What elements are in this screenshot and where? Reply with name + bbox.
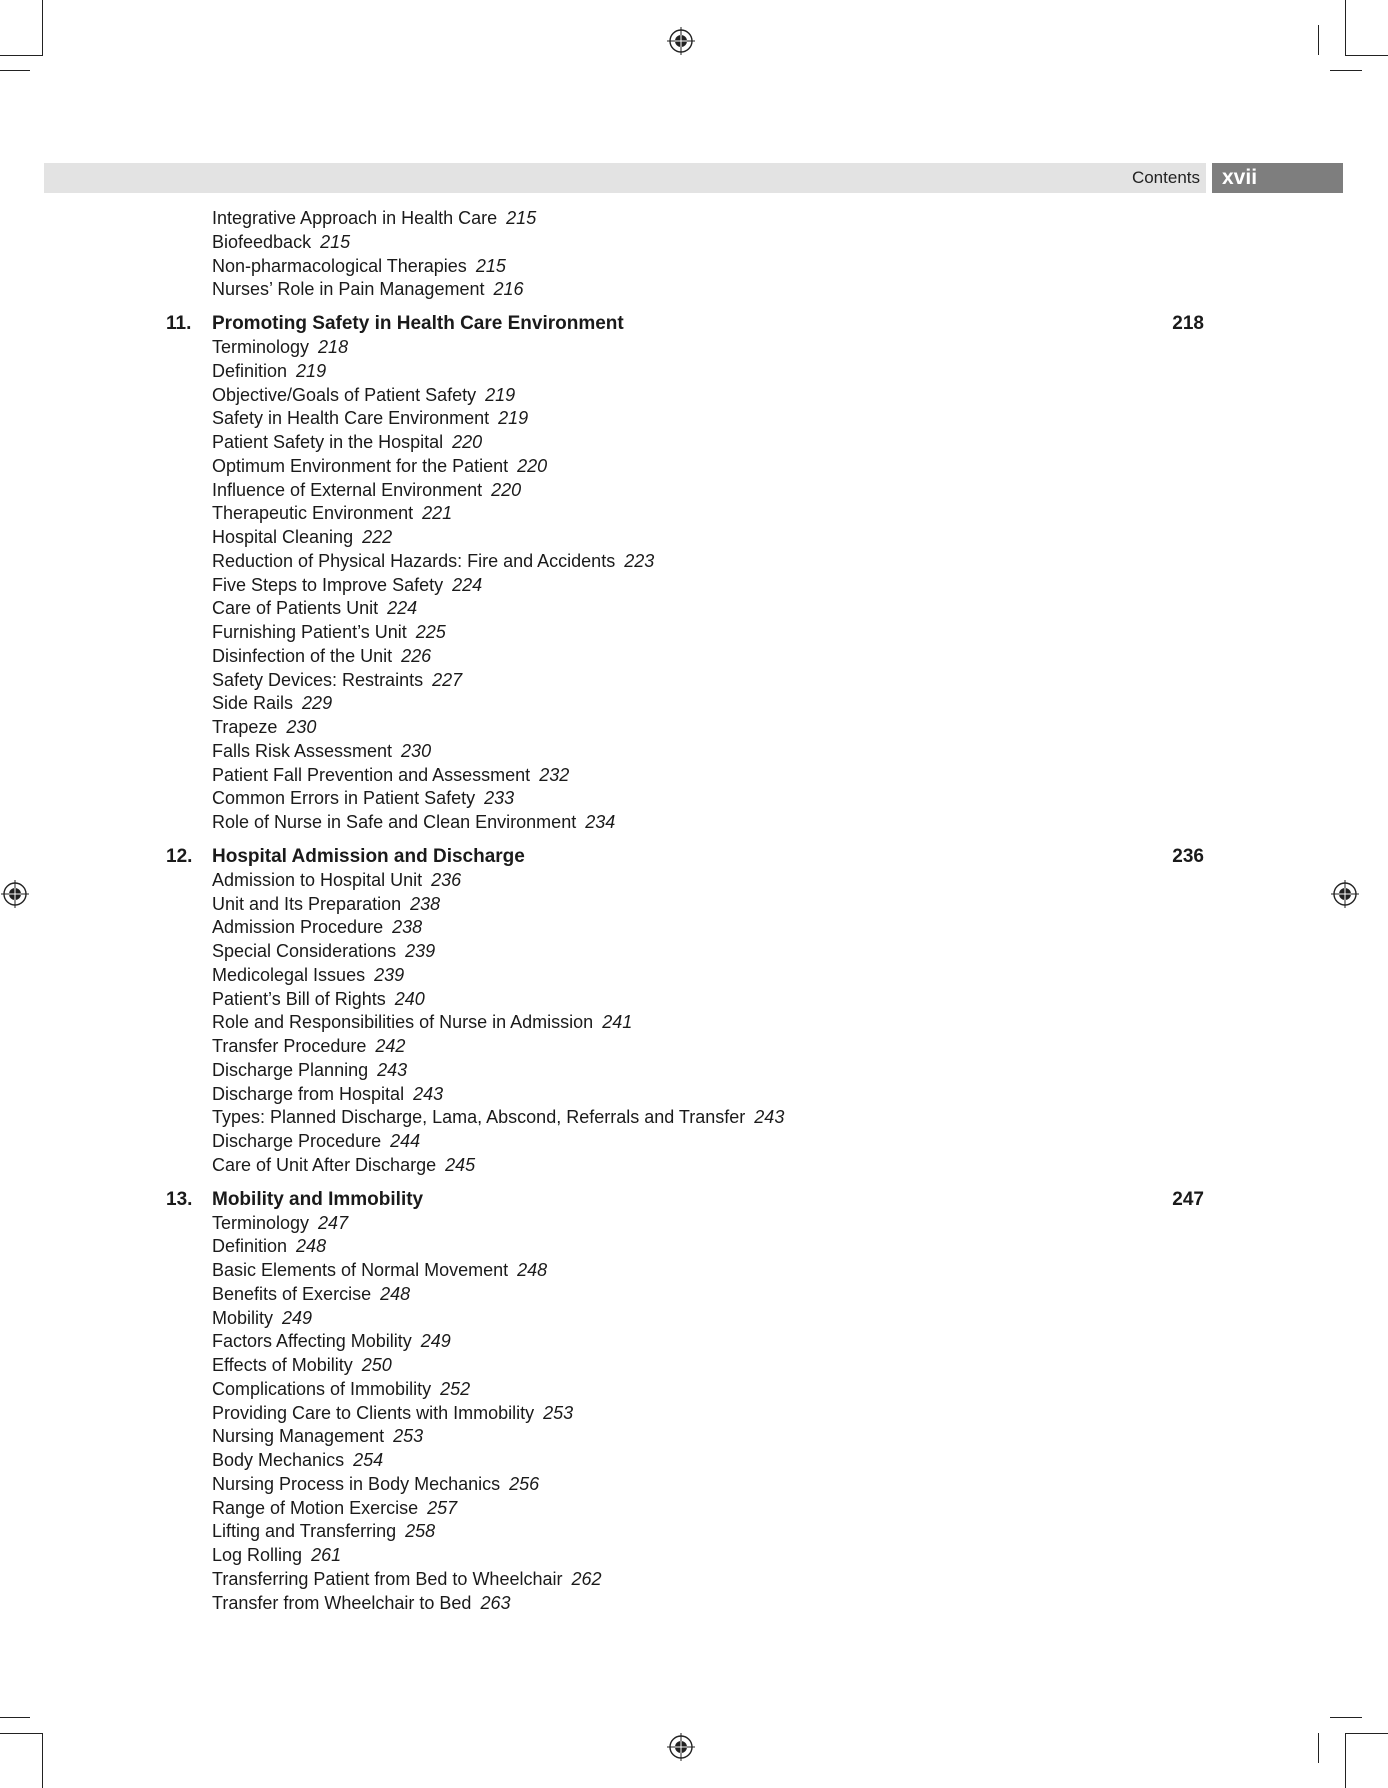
- toc-entry: [0, 716, 1388, 740]
- crop-mark-bottom-right: [1346, 1733, 1388, 1734]
- toc-entry-line: [212, 1592, 510, 1616]
- toc-entry: [0, 455, 1388, 479]
- toc-entry-title: Care of Patients Unit: [212, 598, 379, 619]
- toc-entry-page: 243: [413, 1083, 444, 1104]
- toc-entry-page: 240: [394, 988, 425, 1009]
- toc-entry: [0, 1307, 1388, 1331]
- toc-entry-page: 220: [517, 455, 548, 476]
- toc-entry-page: 238: [410, 893, 441, 914]
- toc-entry-title: Admission to Hospital Unit: [212, 869, 423, 890]
- toc-entry-title: Complications of Immobility: [212, 1378, 432, 1399]
- toc-entry: [0, 1083, 1388, 1107]
- chapter-title: Promoting Safety in Health Care Environment: [212, 313, 624, 334]
- toc-entry-title: Disinfection of the Unit: [212, 645, 393, 666]
- toc-entry-line: [212, 526, 392, 550]
- toc-entry: [0, 360, 1388, 384]
- toc-entry-page: 230: [401, 740, 432, 761]
- crop-mark-bottom-right: [1345, 1733, 1346, 1788]
- toc-entry-page: 245: [445, 1154, 476, 1175]
- toc-entry-page: 226: [401, 645, 432, 666]
- toc-entry-line: [212, 336, 348, 360]
- toc-entry-line: [212, 669, 462, 693]
- toc-entry: [0, 407, 1388, 431]
- toc-entry-line: [212, 1544, 341, 1568]
- toc-entry-title: Transferring Patient from Bed to Wheelchair: [212, 1568, 563, 1589]
- chapter-title: Mobility and Immobility: [212, 1188, 424, 1210]
- toc-entry-page: 232: [539, 764, 570, 785]
- registration-mark-icon: [667, 27, 695, 55]
- toc-entry-line: [212, 207, 536, 231]
- crop-mark-top-left: [42, 0, 43, 56]
- toc-entry-page: 222: [362, 527, 393, 547]
- toc-entry-line: [212, 1497, 457, 1521]
- toc-entry-title: Discharge Planning: [212, 1059, 369, 1080]
- toc-entry: [0, 1568, 1388, 1592]
- crop-mark-bottom-right: [1330, 1717, 1362, 1718]
- toc-entry-title: Falls Risk Assessment: [212, 740, 393, 761]
- toc-entry-page: 250: [361, 1355, 392, 1375]
- toc-entry: [0, 1425, 1388, 1449]
- toc-entry: [0, 621, 1388, 645]
- toc-entry-line: [212, 916, 422, 940]
- toc-entry: [0, 645, 1388, 669]
- toc-entry-line: [212, 255, 506, 279]
- toc-entry-title: Providing Care to Clients with Immobility: [212, 1402, 535, 1423]
- toc-entry-line: [212, 1307, 312, 1331]
- toc-entry-line: [212, 1130, 420, 1154]
- toc-entry-page: 242: [375, 1036, 406, 1056]
- toc-entry-line: [212, 1473, 539, 1497]
- toc-entry: [0, 231, 1388, 255]
- toc-entry: [0, 1473, 1388, 1497]
- toc-entry-line: [212, 550, 654, 574]
- crop-mark-top-right: [1330, 70, 1362, 71]
- crop-mark-top-right: [1318, 25, 1319, 55]
- toc-entry-title: Common Errors in Patient Safety: [212, 788, 476, 809]
- table-of-contents: [0, 207, 1388, 1615]
- toc-entry-title: Non-pharmacological Therapies: [212, 255, 467, 276]
- toc-entry-line: [212, 1035, 405, 1059]
- toc-entry-title: Admission Procedure: [212, 917, 384, 938]
- toc-entry-title: Lifting and Transferring: [212, 1521, 397, 1542]
- toc-entry-page: 252: [440, 1378, 471, 1399]
- toc-entry: [0, 692, 1388, 716]
- toc-entry-page: 227: [432, 669, 463, 690]
- toc-entry: [0, 916, 1388, 940]
- toc-entry-title: Effects of Mobility: [212, 1355, 353, 1375]
- toc-entry-page: 258: [405, 1521, 436, 1542]
- toc-entry-page: 218: [318, 337, 349, 357]
- toc-entry-title: Five Steps to Improve Safety: [212, 574, 444, 595]
- toc-entry-title: Influence of External Environment: [212, 479, 483, 500]
- toc-entry-title: Patient’s Bill of Rights: [212, 988, 386, 1009]
- toc-entry-title: Special Considerations: [212, 941, 397, 961]
- toc-entry-line: [212, 1449, 383, 1473]
- toc-entry-page: 234: [585, 812, 616, 832]
- toc-entry-page: 225: [415, 622, 446, 642]
- toc-entry-line: [212, 1106, 784, 1130]
- toc-entry: [0, 669, 1388, 693]
- chapter-page: 218: [1172, 313, 1204, 334]
- chapter-number: 13.: [166, 1188, 193, 1210]
- toc-entry: [0, 597, 1388, 621]
- toc-entry-line: [212, 988, 425, 1012]
- toc-entry: [0, 550, 1388, 574]
- toc-entry-title: Patient Fall Prevention and Assessment: [212, 764, 531, 785]
- registration-mark-icon: [1, 0, 29, 28]
- toc-entry: [0, 1592, 1388, 1616]
- toc-entry-line: [212, 869, 461, 893]
- toc-entry: [0, 526, 1388, 550]
- toc-entry-title: Discharge from Hospital: [212, 1083, 405, 1104]
- toc-entry-page: 256: [509, 1473, 540, 1494]
- toc-entry: [0, 1354, 1388, 1378]
- toc-entry-line: [212, 893, 440, 917]
- toc-entry-page: 221: [422, 503, 453, 524]
- toc-entry-title: Transfer Procedure: [212, 1036, 367, 1056]
- toc-entry-line: [212, 384, 515, 408]
- toc-entry-page: 249: [420, 1331, 451, 1352]
- toc-entry-title: Factors Affecting Mobility: [212, 1331, 412, 1352]
- toc-entry-title: Objective/Goals of Patient Safety: [212, 384, 477, 405]
- toc-entry-page: 224: [452, 574, 483, 595]
- chapter-title: Hospital Admission and Discharge: [212, 845, 525, 867]
- toc-entry-line: [212, 621, 446, 645]
- toc-entry: [0, 1283, 1388, 1307]
- toc-entry: [0, 869, 1388, 893]
- toc-entry-page: 215: [320, 231, 351, 252]
- crop-mark-top-left: [0, 55, 42, 56]
- toc-entry-line: [212, 740, 431, 764]
- chapter-block: [0, 844, 1388, 1178]
- toc-entry-title: Body Mechanics: [212, 1450, 345, 1470]
- toc-entry-page: 220: [491, 479, 522, 500]
- toc-entry-page: 244: [390, 1131, 421, 1151]
- toc-entry-line: [212, 1568, 602, 1592]
- toc-entry: [0, 1130, 1388, 1154]
- toc-entry: [0, 893, 1388, 917]
- running-header-band: [44, 163, 1206, 193]
- toc-entry-line: [212, 1212, 348, 1236]
- toc-entry-line: [212, 645, 431, 669]
- toc-entry-page: 248: [296, 1236, 327, 1257]
- toc-entry-line: [212, 1283, 410, 1307]
- chapter-page: 247: [1172, 1188, 1204, 1210]
- toc-entry-title: Safety Devices: Restraints: [212, 669, 424, 690]
- toc-entry: [0, 1497, 1388, 1521]
- toc-entry-page: 239: [374, 964, 405, 985]
- toc-entry-title: Log Rolling: [212, 1545, 303, 1565]
- toc-entry-page: 239: [405, 941, 436, 961]
- toc-entry: [0, 787, 1388, 811]
- toc-entry-line: [212, 231, 350, 255]
- toc-entry: [0, 1544, 1388, 1568]
- toc-entry: [0, 1330, 1388, 1354]
- toc-entry-line: [212, 1235, 326, 1259]
- toc-entry-title: Furnishing Patient’s Unit: [212, 622, 407, 642]
- crop-mark-bottom-left: [0, 1717, 30, 1718]
- toc-entry-page: 241: [602, 1012, 633, 1033]
- toc-entry-page: 236: [431, 869, 462, 890]
- toc-entry: [0, 940, 1388, 964]
- toc-entry-title: Nurses’ Role in Pain Management: [212, 279, 485, 300]
- toc-entry-line: [212, 597, 417, 621]
- registration-mark-icon: [667, 1733, 695, 1761]
- toc-entry: [0, 1378, 1388, 1402]
- toc-entry-page: 219: [498, 408, 529, 429]
- toc-entry-title: Definition: [212, 1236, 288, 1257]
- toc-entry-title: Benefits of Exercise: [212, 1283, 372, 1304]
- toc-entry-title: Basic Elements of Normal Movement: [212, 1260, 509, 1280]
- toc-entry-page: 262: [571, 1568, 602, 1589]
- crop-mark-top-left: [0, 70, 30, 71]
- running-header-label: Contents: [1131, 168, 1200, 187]
- toc-entry-page: 223: [624, 550, 655, 571]
- toc-entry-title: Patient Safety in the Hospital: [212, 432, 444, 452]
- chapter-block: [0, 311, 1388, 835]
- toc-entry-title: Mobility: [212, 1307, 274, 1328]
- toc-entry: [0, 1154, 1388, 1178]
- toc-entry-page: 219: [485, 384, 516, 405]
- toc-entry-line: [212, 1011, 632, 1035]
- toc-entry-line: [212, 1259, 547, 1283]
- page-number: xvii: [1222, 166, 1258, 189]
- toc-entry-title: Unit and Its Preparation: [212, 893, 402, 914]
- toc-entry-title: Discharge Procedure: [212, 1131, 382, 1151]
- toc-entry-title: Therapeutic Environment: [212, 503, 414, 524]
- crop-mark-top-right: [1345, 0, 1346, 56]
- toc-entry-title: Optimum Environment for the Patient: [212, 455, 509, 476]
- chapter-heading: [0, 1187, 1388, 1212]
- toc-entry-title: Integrative Approach in Health Care: [212, 208, 498, 228]
- toc-entry-page: 249: [282, 1307, 313, 1328]
- toc-entry-page: 248: [517, 1260, 548, 1280]
- toc-entry-page: 257: [427, 1497, 458, 1518]
- toc-entry-line: [212, 278, 524, 302]
- crop-mark-bottom-left: [42, 1733, 43, 1788]
- toc-entry-page: 243: [754, 1107, 785, 1128]
- toc-entry: [0, 1212, 1388, 1236]
- toc-entry-title: Definition: [212, 360, 288, 381]
- toc-entry-title: Nursing Process in Body Mechanics: [212, 1473, 501, 1494]
- toc-entry-page: 243: [377, 1059, 408, 1080]
- toc-entry-line: [212, 1083, 443, 1107]
- toc-entry: [0, 502, 1388, 526]
- toc-entry: [0, 431, 1388, 455]
- toc-entry-page: 215: [506, 208, 537, 228]
- toc-entry-page: 224: [387, 598, 418, 619]
- toc-entry: [0, 255, 1388, 279]
- toc-entry: [0, 964, 1388, 988]
- chapter-number: 12.: [166, 845, 193, 867]
- toc-entry-title: Reduction of Physical Hazards: Fire and Accidents: [212, 550, 616, 571]
- toc-entry-title: Nursing Management: [212, 1426, 385, 1447]
- toc-entry-page: 238: [392, 917, 423, 938]
- toc-entry-line: [212, 1378, 470, 1402]
- toc-entry-page: 263: [480, 1592, 511, 1613]
- toc-entry-line: [212, 455, 547, 479]
- crop-mark-bottom-left: [0, 1733, 42, 1734]
- toc-entry-title: Transfer from Wheelchair to Bed: [212, 1592, 472, 1613]
- toc-entry-title: Care of Unit After Discharge: [212, 1154, 437, 1175]
- toc-entry-title: Hospital Cleaning: [212, 527, 354, 547]
- toc-entry-line: [212, 502, 452, 526]
- toc-entry-page: 216: [493, 279, 524, 300]
- toc-entry: [0, 1259, 1388, 1283]
- toc-entry-title: Terminology: [212, 337, 310, 357]
- toc-entry-page: 253: [543, 1402, 574, 1423]
- toc-entry: [0, 574, 1388, 598]
- toc-entry: [0, 278, 1388, 302]
- chapter-page: 236: [1172, 845, 1204, 867]
- toc-entry-line: [212, 1354, 392, 1378]
- toc-entry-title: Role of Nurse in Safe and Clean Environment: [212, 812, 577, 832]
- toc-entry-line: [212, 479, 521, 503]
- toc-entry-title: Side Rails: [212, 693, 294, 714]
- crop-mark-top-right: [1346, 55, 1388, 56]
- toc-entry: [0, 1059, 1388, 1083]
- toc-entry-page: 230: [286, 717, 317, 737]
- toc-entry: [0, 1011, 1388, 1035]
- toc-entry: [0, 764, 1388, 788]
- toc-entry-line: [212, 1402, 573, 1426]
- crop-mark-bottom-right: [1318, 1733, 1319, 1763]
- toc-entry-line: [212, 692, 332, 716]
- toc-entry-title: Safety in Health Care Environment: [212, 408, 490, 429]
- toc-entry: [0, 1520, 1388, 1544]
- toc-entry: [0, 1106, 1388, 1130]
- toc-entry-line: [212, 431, 482, 455]
- toc-entry-page: 229: [302, 693, 333, 714]
- toc-entry: [0, 336, 1388, 360]
- toc-entry: [0, 1035, 1388, 1059]
- toc-entry-line: [212, 1330, 451, 1354]
- toc-entry-title: Range of Motion Exercise: [212, 1497, 419, 1518]
- toc-entry-line: [212, 716, 316, 740]
- toc-entry-title: Terminology: [212, 1212, 310, 1233]
- toc-entry-page: 254: [353, 1450, 384, 1470]
- chapter-heading: [0, 311, 1388, 336]
- toc-entry: [0, 384, 1388, 408]
- toc-entry-page: 247: [318, 1212, 349, 1233]
- chapter-number: 11.: [166, 313, 192, 334]
- toc-entry-title: Trapeze: [212, 717, 278, 737]
- toc-entry-title: Biofeedback: [212, 231, 312, 252]
- toc-intro-entries: [0, 207, 1388, 302]
- toc-entry: [0, 479, 1388, 503]
- toc-entry: [0, 811, 1388, 835]
- toc-entry-line: [212, 1425, 423, 1449]
- toc-entry-line: [212, 764, 569, 788]
- toc-entry: [0, 1449, 1388, 1473]
- toc-entry-page: 215: [475, 255, 506, 276]
- toc-entry-title: Role and Responsibilities of Nurse in Admission: [212, 1012, 594, 1033]
- toc-entry-line: [212, 360, 326, 384]
- toc-entry-line: [212, 1154, 475, 1178]
- chapter-heading: [0, 844, 1388, 869]
- toc-entry-line: [212, 407, 528, 431]
- toc-entry: [0, 988, 1388, 1012]
- toc-entry-line: [212, 940, 435, 964]
- toc-entry-title: Medicolegal Issues: [212, 964, 366, 985]
- toc-entry-line: [212, 574, 482, 598]
- toc-entry-title: Types: Planned Discharge, Lama, Abscond, Referrals and Transfer: [212, 1107, 746, 1128]
- toc-entry-line: [212, 1059, 407, 1083]
- toc-entry: [0, 1402, 1388, 1426]
- toc-entry-page: 248: [380, 1283, 411, 1304]
- toc-entry-page: 219: [296, 360, 327, 381]
- toc-entry-line: [212, 964, 404, 988]
- toc-entry: [0, 740, 1388, 764]
- toc-entry-line: [212, 1520, 435, 1544]
- toc-entry-page: 220: [452, 432, 483, 452]
- toc-entry: [0, 1235, 1388, 1259]
- toc-entry-line: [212, 811, 615, 835]
- chapter-block: [0, 1187, 1388, 1616]
- toc-entry-page: 261: [311, 1545, 342, 1565]
- toc-entry-page: 233: [484, 788, 515, 809]
- toc-entry-line: [212, 787, 514, 811]
- toc-entry: [0, 207, 1388, 231]
- toc-entry-page: 253: [393, 1426, 424, 1447]
